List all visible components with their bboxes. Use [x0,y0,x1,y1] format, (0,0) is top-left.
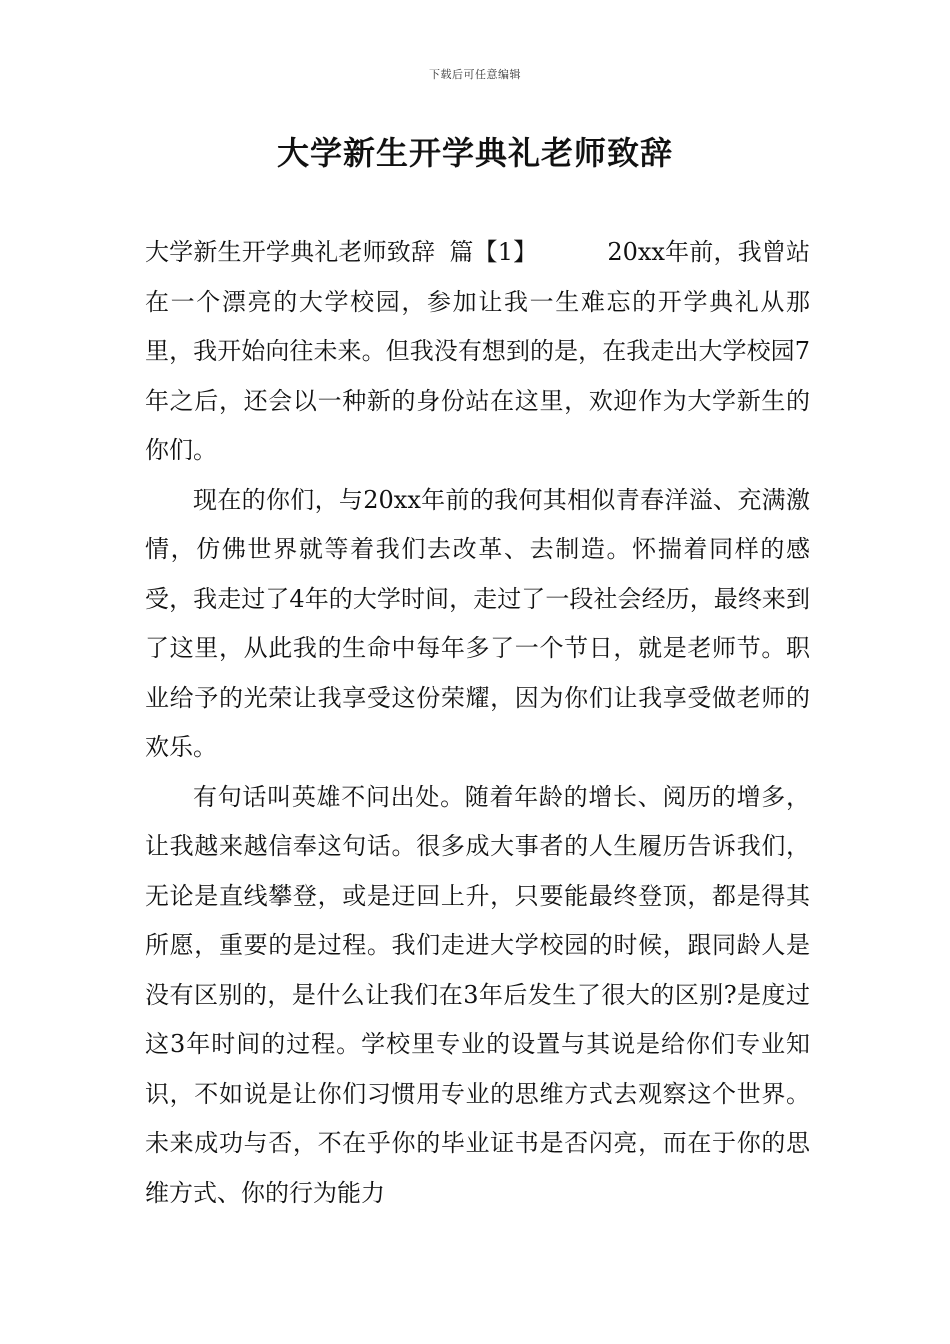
first-paragraph [145,228,810,476]
header-note: 下载后可任意编辑 [429,68,521,81]
paragraph: 现在的你们，与20xx年前的我何其相似青春洋溢、充满激情，仿佛世界就等着我们去改革、去制造。怀揣着同样的感受，我走过了4年的大学时间，走过了一段社会经历，最终来到了这里，从此我的生命中每年多了一个节日，就是老师节。职业给予的光荣让我享受这份荣耀，因为你们让我享受做老师的欢乐。 [145,485,810,761]
paragraph-text: 20xx年前，我曾站在一个漂亮的大学校园，参加让我一生难忘的开学典礼从那里，我开始向往未来。但我没有想到的是，在我走出大学校园7年之后，还会以一种新的身份站在这里，欢迎作为大学新生的你们。 [145,238,811,464]
paragraph: 有句话叫英雄不问出处。随着年龄的增长、阅历的增多，让我越来越信奉这句话。很多成大事者的人生履历告诉我们，无论是直线攀登，或是迂回上升，只要能最终登顶，都是得其所愿，重要的是过程。我们走进大学校园的时候，跟同龄人是没有区别的，是什么让我们在3年后发生了很大的区别?是度过这3年时间的过程。学校里专业的设置与其说是给你们专业知识，不如说是让你们习惯用专业的思维方式去观察这个世界。未来成功与否，不在乎你的毕业证书是否闪亮，而在于你的思维方式、你的行为能力 [145,782,810,1207]
paragraph-heading: 大学新生开学典礼老师致辞 [145,238,436,266]
document-body [145,228,810,1218]
document-title: 大学新生开学典礼老师致辞 [276,134,673,172]
section-label: 篇【1】 [449,238,538,266]
